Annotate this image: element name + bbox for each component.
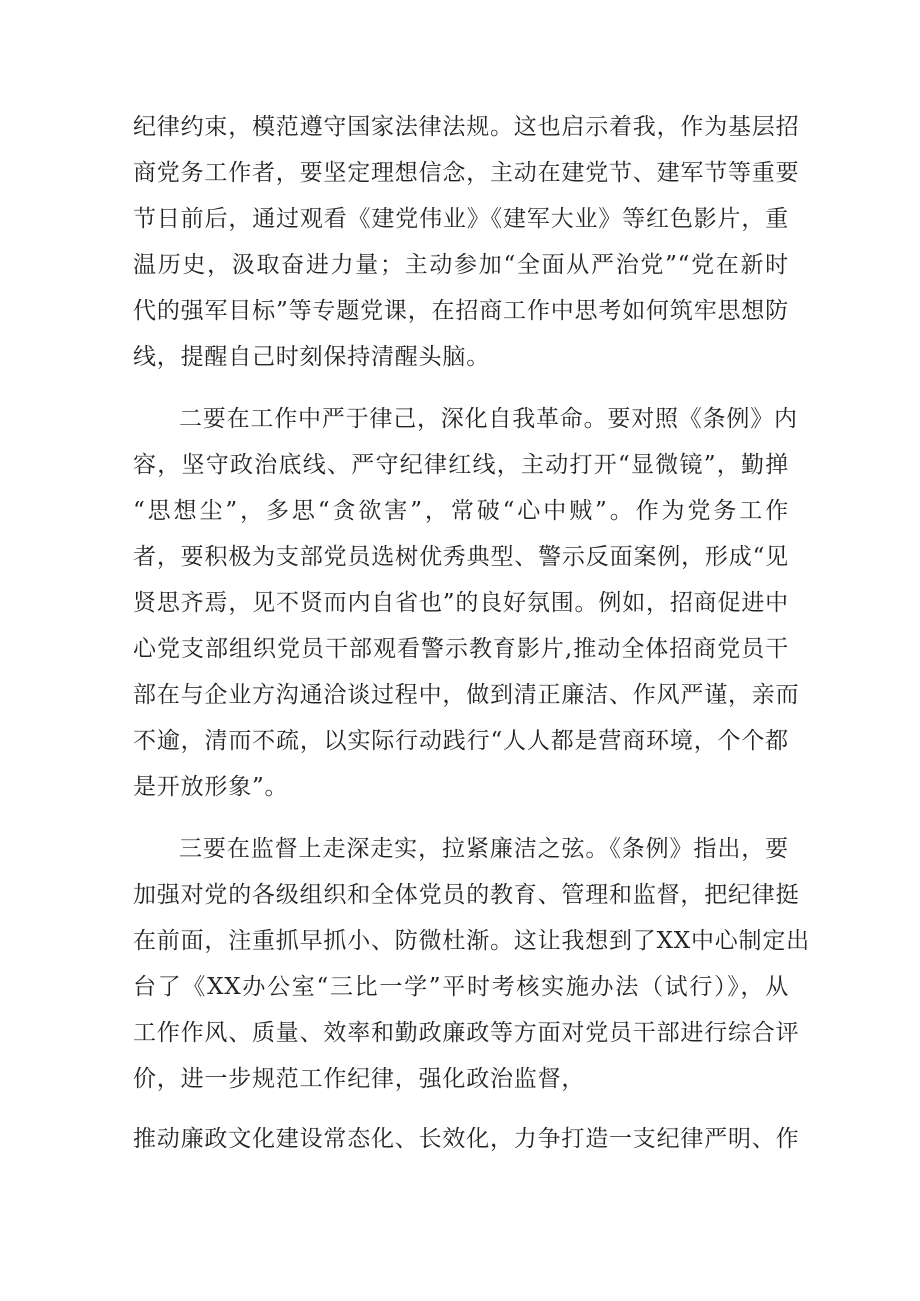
text-line: 容，坚守政治底线、严守纪律红线，主动打开“显微镜”，勤掸: [133, 452, 789, 478]
text-line: 价，进一步规范工作纪律，强化政治监督，: [133, 1066, 586, 1092]
text-line: 台了《XX办公室“三比一学”平时考核实施办法（试行）》，从: [133, 974, 789, 1000]
text-line: 代的强军目标”等专题党课，在招商工作中思考如何筑牢思想防: [133, 298, 789, 324]
text-line: 温历史，汲取奋进力量；主动参加“全面从严治党”“党在新时: [133, 252, 789, 278]
document-body: [133, 104, 810, 1162]
text-line: “思想尘”，多思“贪欲害”，常破“心中贼”。作为党务工作: [133, 498, 789, 524]
text-line: 节日前后，通过观看《建党伟业》《建军大业》等红色影片，重: [133, 206, 789, 232]
text-line: 是开放形象”。: [133, 774, 289, 800]
text-line: 工作作风、质量、效率和勤政廉政等方面对党员干部进行综合评: [133, 1020, 800, 1046]
text-line: 推动廉政文化建设常态化、长效化，力争打造一支纪律严明、作: [133, 1126, 800, 1152]
paragraph-first-line: 三要在监督上走深走实，拉紧廉洁之弦。《条例》指出，要: [179, 836, 789, 862]
text-line: 在前面，注重抓早抓小、防微杜渐。这让我想到了XX中心制定出: [133, 928, 810, 954]
text-line: 贤思齐焉，见不贤而内自省也”的良好氛围。例如，招商促进中: [133, 590, 789, 616]
text-line: 者，要积极为支部党员选树优秀典型、警示反面案例，形成“见: [133, 544, 789, 570]
text-line: 部在与企业方沟通洽谈过程中，做到清正廉洁、作风严谨，亲而: [133, 682, 800, 708]
text-line: 商党务工作者，要坚定理想信念，主动在建党节、建军节等重要: [133, 160, 800, 186]
text-line: 不逾，清而不疏，以实际行动践行“人人都是营商环境，个个都: [133, 728, 789, 754]
paragraph-first-line: 二要在工作中严于律己，深化自我革命。要对照《条例》内: [179, 406, 798, 432]
text-line: 线，提醒自己时刻保持清醒头脑。: [133, 344, 490, 370]
text-line: 心党支部组织党员干部观看警示教育影片,推动全体招商党员干: [133, 636, 789, 662]
text-line: 加强对党的各级组织和全体党员的教育、管理和监督，把纪律挺: [133, 882, 800, 908]
text-line: 纪律约束，模范遵守国家法律法规。这也启示着我，作为基层招: [133, 114, 800, 140]
